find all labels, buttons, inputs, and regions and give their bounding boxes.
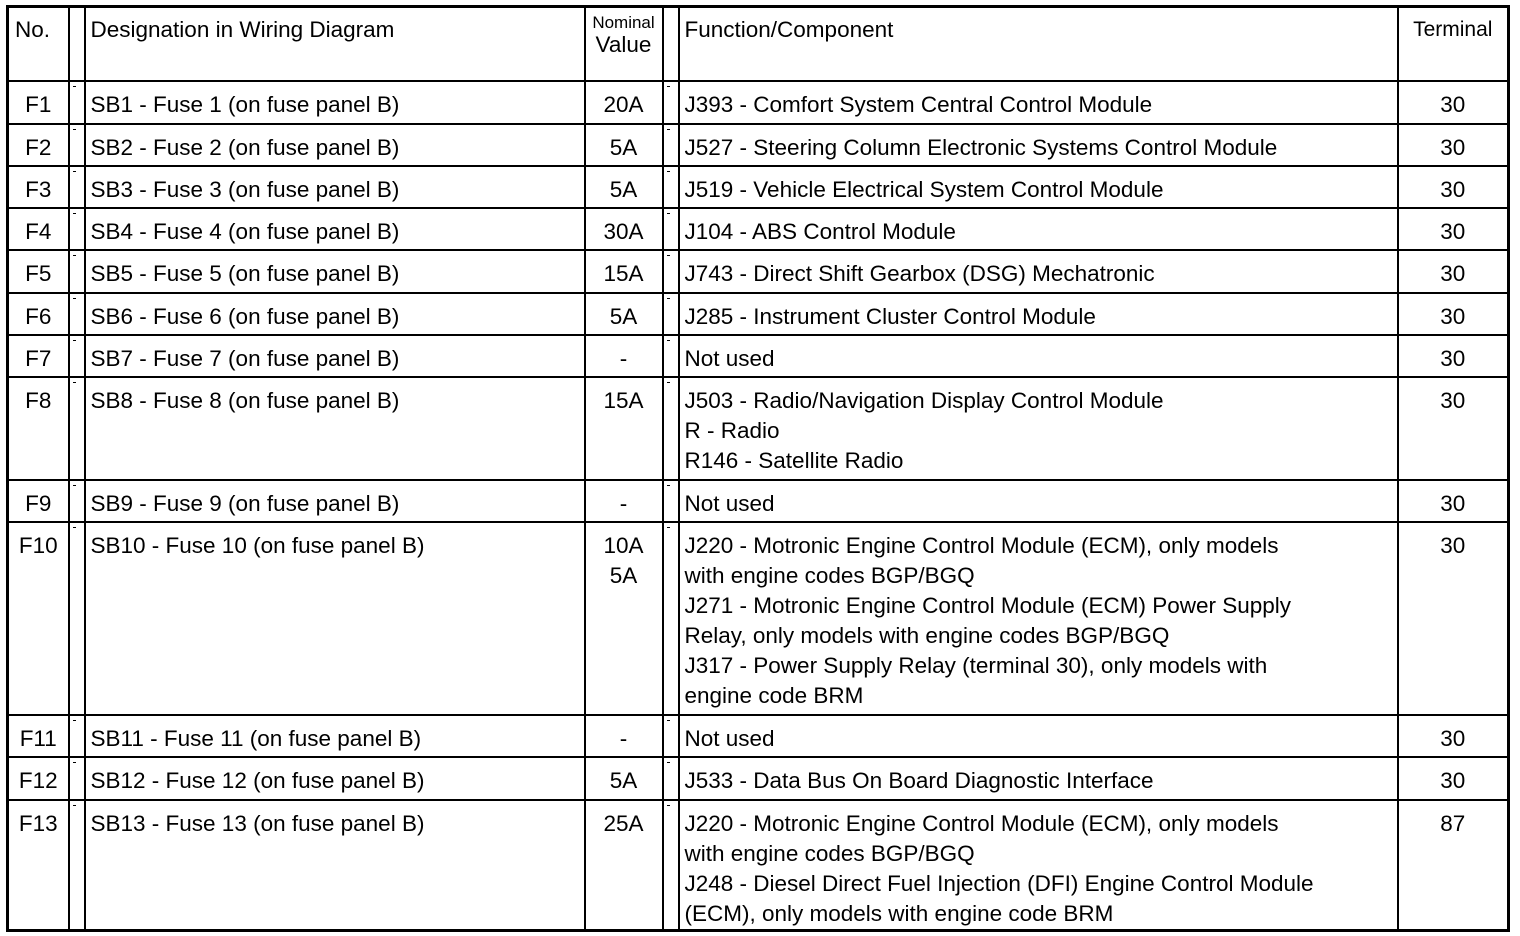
tick-mark [667,213,670,214]
function-line: J104 - ABS Control Module [684,218,956,244]
tick-mark [73,527,76,528]
gap-cell [663,522,679,715]
terminal: 30 [1398,208,1509,250]
header-row [8,7,1509,81]
terminal: 30 [1398,335,1509,377]
tick-mark [667,805,670,806]
fuse-number: F7 [8,335,69,377]
table-row [8,480,1509,522]
fuse-designation: SB8 - Fuse 8 (on fuse panel B) [85,377,585,480]
tick-mark [667,527,670,528]
tick-mark [73,171,76,172]
fuse-designation: SB5 - Fuse 5 (on fuse panel B) [85,250,585,293]
nominal-value [585,480,663,522]
tick-mark [73,485,76,486]
function-component [679,715,1398,757]
nominal-value-line: 5A [609,134,638,160]
function-line: Relay, only models with engine codes BGP/BGQ [684,622,1170,648]
table-row [8,377,1509,480]
nominal-value [585,124,663,166]
table-row [8,208,1509,250]
nominal-value [585,250,663,293]
fuse-number: F1 [8,81,69,124]
fuse-designation: SB9 - Fuse 9 (on fuse panel B) [85,480,585,522]
gap-cell [663,81,679,124]
nominal-value [585,757,663,800]
fuse-number: F6 [8,293,69,335]
function-line: J519 - Vehicle Electrical System Control Module [684,176,1164,202]
table-body [8,7,1509,931]
fuse-designation: SB13 - Fuse 13 (on fuse panel B) [85,800,585,931]
gap-cell [69,715,85,757]
tick-mark [667,86,670,87]
nominal-value-line: 5A [609,562,638,588]
tick-mark [73,129,76,130]
terminal: 30 [1398,124,1509,166]
terminal: 30 [1398,522,1509,715]
function-line: J220 - Motronic Engine Control Module (ECM), only models [684,532,1279,558]
function-component [679,757,1398,800]
function-component [679,377,1398,480]
fuse-number: F4 [8,208,69,250]
nominal-value-line: - [619,725,628,751]
fuse-designation: SB2 - Fuse 2 (on fuse panel B) [85,124,585,166]
function-line: J527 - Steering Column Electronic Systems Control Module [684,134,1278,160]
fuse-number: F10 [8,522,69,715]
nominal-value-line: 5A [609,767,638,793]
tick-mark [667,129,670,130]
fuse-number: F11 [8,715,69,757]
gap-cell [69,208,85,250]
fuse-number: F3 [8,166,69,208]
function-line: J393 - Comfort System Central Control Module [684,91,1153,117]
fuse-designation: SB3 - Fuse 3 (on fuse panel B) [85,166,585,208]
nominal-value-line: 15A [603,387,644,413]
nominal-value-line: 30A [603,218,644,244]
function-component [679,166,1398,208]
nominal-value [585,522,663,715]
table-row [8,81,1509,124]
nominal-value-line: - [619,345,628,371]
function-component [679,335,1398,377]
function-line: J285 - Instrument Cluster Control Module [684,303,1096,329]
table-row [8,800,1509,931]
fuse-designation: SB6 - Fuse 6 (on fuse panel B) [85,293,585,335]
nominal-value [585,800,663,931]
nominal-value-line: 10A [603,532,644,558]
tick-mark [667,340,670,341]
tick-mark [73,340,76,341]
tick-mark [73,720,76,721]
function-component [679,522,1398,715]
fuse-designation: SB1 - Fuse 1 (on fuse panel B) [85,81,585,124]
table-row [8,757,1509,800]
header-nominal-value [585,7,663,81]
terminal: 30 [1398,293,1509,335]
nominal-value [585,377,663,480]
gap-cell [663,166,679,208]
function-line: J271 - Motronic Engine Control Module (ECM) Power Supply [684,592,1292,618]
terminal: 30 [1398,377,1509,480]
terminal: 30 [1398,480,1509,522]
table-row [8,293,1509,335]
gap-cell [663,757,679,800]
table-row [8,522,1509,715]
nominal-value-line: 20A [603,91,644,117]
tick-mark [73,298,76,299]
terminal: 30 [1398,715,1509,757]
gap-cell [69,377,85,480]
tick-mark [73,255,76,256]
gap-cell [69,335,85,377]
tick-mark [667,720,670,721]
nominal-value [585,81,663,124]
table-row [8,250,1509,293]
table-row [8,335,1509,377]
terminal: 87 [1398,800,1509,931]
fuse-designation: SB12 - Fuse 12 (on fuse panel B) [85,757,585,800]
nominal-value-line: 5A [609,303,638,329]
header-terminal: Terminal [1398,7,1509,81]
gap-cell [69,81,85,124]
function-line: (ECM), only models with engine code BRM [684,900,1114,926]
header-gap-cell [69,7,85,81]
gap-cell [69,757,85,800]
fuse-designation: SB11 - Fuse 11 (on fuse panel B) [85,715,585,757]
tick-mark [667,382,670,383]
gap-cell [69,800,85,931]
gap-cell [663,480,679,522]
header-nominal: Nominal [592,13,655,32]
function-line: J248 - Diesel Direct Fuel Injection (DFI) Engine Control Module [684,870,1314,896]
table-row [8,166,1509,208]
tick-mark [667,298,670,299]
function-line: J743 - Direct Shift Gearbox (DSG) Mechatronic [684,260,1155,286]
terminal: 30 [1398,757,1509,800]
nominal-value-line: 5A [609,176,638,202]
gap-cell [663,715,679,757]
gap-cell [663,335,679,377]
function-component [679,800,1398,931]
tick-mark [73,762,76,763]
fuse-designation: SB7 - Fuse 7 (on fuse panel B) [85,335,585,377]
fuse-designation: SB10 - Fuse 10 (on fuse panel B) [85,522,585,715]
tick-mark [667,485,670,486]
gap-cell [69,124,85,166]
function-line: R146 - Satellite Radio [684,447,904,473]
nominal-value [585,208,663,250]
function-line: Not used [684,345,775,371]
table-row [8,715,1509,757]
fuse-table [6,5,1510,932]
fuse-number: F5 [8,250,69,293]
tick-mark [73,382,76,383]
tick-mark [667,255,670,256]
function-line: J220 - Motronic Engine Control Module (ECM), only models [684,810,1279,836]
gap-cell [69,250,85,293]
nominal-value [585,715,663,757]
gap-cell [69,480,85,522]
function-component [679,480,1398,522]
header-value: Value [595,32,652,57]
nominal-value [585,293,663,335]
tick-mark [73,86,76,87]
gap-cell [69,522,85,715]
function-component [679,208,1398,250]
header-gap-cell [663,7,679,81]
header-no: No. [8,7,69,81]
function-line: Not used [684,490,775,516]
gap-cell [663,124,679,166]
function-component [679,124,1398,166]
function-line: with engine codes BGP/BGQ [684,840,975,866]
nominal-value-line: 15A [603,260,644,286]
nominal-value [585,166,663,208]
nominal-value [585,335,663,377]
tick-mark [667,171,670,172]
gap-cell [69,166,85,208]
fuse-number: F13 [8,800,69,931]
nominal-value-line: 25A [603,810,644,836]
gap-cell [69,293,85,335]
function-line: Not used [684,725,775,751]
gap-cell [663,208,679,250]
function-line: J533 - Data Bus On Board Diagnostic Interface [684,767,1154,793]
gap-cell [663,293,679,335]
tick-mark [73,213,76,214]
tick-mark [667,762,670,763]
function-line: J317 - Power Supply Relay (terminal 30), only models with [684,652,1268,678]
function-line: with engine codes BGP/BGQ [684,562,975,588]
function-component [679,250,1398,293]
function-component [679,293,1398,335]
function-line: R - Radio [684,417,780,443]
terminal: 30 [1398,166,1509,208]
gap-cell [663,250,679,293]
function-line: J503 - Radio/Navigation Display Control Module [684,387,1164,413]
function-component [679,81,1398,124]
fuse-number: F12 [8,757,69,800]
header-designation: Designation in Wiring Diagram [85,7,585,81]
table-row [8,124,1509,166]
function-line: engine code BRM [684,682,864,708]
terminal: 30 [1398,81,1509,124]
gap-cell [663,800,679,931]
nominal-value-line: - [619,490,628,516]
fuse-number: F9 [8,480,69,522]
fuse-designation: SB4 - Fuse 4 (on fuse panel B) [85,208,585,250]
terminal: 30 [1398,250,1509,293]
gap-cell [663,377,679,480]
tick-mark [73,805,76,806]
header-function: Function/Component [679,7,1398,81]
fuse-number: F2 [8,124,69,166]
fuse-number: F8 [8,377,69,480]
